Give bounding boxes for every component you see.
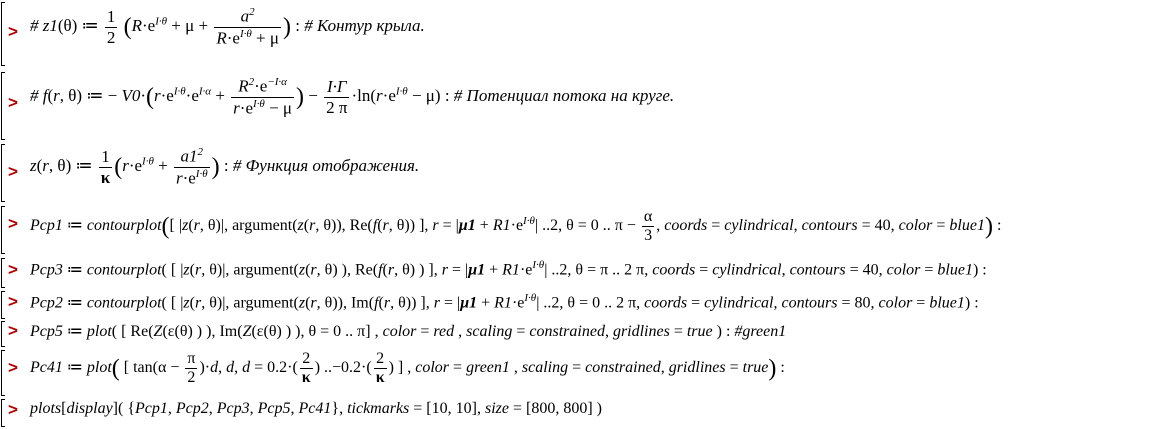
input-line[interactable]: # f(r, θ) ≔ − $V0\cdot(r\cdot e^{I\cdot\theta}\cdot e^{I\cdot\alpha}$ + $\frac{R^2\cdot e^{-I\cdot\alpha}}{r\cdot e^{I\cdot\theta} - \mu}$ ) − $\frac{I\cdot\Gamma}{2 \pi}$ $\cdot\ln(r\cdot e^{I\cdot\theta} - \mu)$ : # Потенциал потока на круге. [30, 76, 675, 118]
input-line[interactable]: z(r, θ) ≔ $\frac{1}{\kappa}$ ($r\cdot e^{I\cdot\theta}$ + $\frac{a1^2}{r\cdot e^{I\cdot\theta}}$ ) : # Функция отображения. [30, 146, 420, 188]
group-bracket[interactable] [1, 258, 5, 288]
group-bracket[interactable] [1, 321, 5, 347]
prompt-marker: > [8, 292, 18, 311]
execution-group-5[interactable] [0, 256, 1154, 288]
group-bracket[interactable] [1, 2, 5, 66]
prompt-marker: > [8, 321, 18, 340]
execution-group-1[interactable] [0, 0, 1154, 66]
group-bracket[interactable] [1, 144, 5, 202]
execution-group-8[interactable] [0, 348, 1154, 396]
group-bracket[interactable] [1, 350, 5, 396]
execution-group-4[interactable] [0, 204, 1154, 254]
group-bracket[interactable] [1, 399, 5, 427]
group-bracket[interactable] [1, 72, 5, 140]
group-bracket[interactable] [1, 206, 5, 254]
prompt-marker: > [8, 93, 18, 112]
prompt-marker: > [8, 358, 18, 377]
input-line[interactable]: Pcp1 ≔ contourplot([ |z(r, θ)|, argument(z(r, θ)), Re(f(r, θ)) ], $r = |\mu 1 + R1\cdot e^{I\cdot\theta}|$ ..2, θ = 0 .. π − $\frac{\alpha}{3}$ , coords = cylindrical, contours = 40, color = blue1) : [30, 208, 1002, 244]
prompt-marker: > [8, 260, 18, 279]
input-line[interactable]: Pcp2 ≔ contourplot( [ |z(r, θ)|, argument(z(r, θ)), Im(f(r, θ)) ], $r = |\mu 1 + R1\cdot e^{I\cdot\theta}|$ ..2, θ = 0 .. 2 π, coords = cylindrical, contours = 80, color = blue1) : [30, 292, 979, 312]
input-line[interactable]: plots[display]( {Pcp1, Pcp2, Pcp3, Pcp5, Pc41}, tickmarks = [10, 10], size = [800, 800] ) [30, 400, 602, 417]
execution-group-9[interactable] [0, 397, 1154, 427]
prompt-marker: > [8, 214, 18, 233]
prompt-marker: > [8, 400, 18, 419]
prompt-marker: > [8, 162, 18, 181]
prompt-marker: > [8, 22, 18, 41]
execution-group-6[interactable] [0, 289, 1154, 319]
input-line[interactable]: Pcp3 ≔ contourplot( [ |z(r, θ)|, argument(z(r, θ) ), Re(f(r, θ) ) ], $r = |\mu 1 + R1\cdot e^{I\cdot\theta}|$ ..2, θ = π .. 2 π, coords = cylindrical, contours = 40, color = blue1) : [30, 259, 987, 279]
input-line[interactable]: Pcp5 ≔ plot( [ Re(Z(ε(θ) ) ), Im(Z(ε(θ) ) ), θ = 0 .. π] , color = red , scaling = constrained, gridlines = true ) : #green1 [30, 323, 787, 340]
input-line[interactable]: # z1(θ) ≔ $\frac{1}{2}$ ($R\cdot e^{I\cdot\theta} + \mu$ + $\frac{a^2}{R\cdot e^{I\cdot\theta} + \mu}$ ) : # Контур крыла. [30, 6, 425, 48]
execution-group-7[interactable] [0, 319, 1154, 347]
group-bracket[interactable] [1, 291, 5, 319]
execution-group-2[interactable] [0, 70, 1154, 140]
execution-group-3[interactable] [0, 142, 1154, 202]
input-line[interactable]: Pc41 ≔ plot( [ tan(α − $\frac{\pi}{2}$ )·d, d, d = 0.2·( $\frac{2}{\kappa}$ ) ..−0.2·( $\frac{2}{\kappa}$ ) ] , color = green1 , scaling = constrained, gridlines = true) : [30, 350, 785, 386]
